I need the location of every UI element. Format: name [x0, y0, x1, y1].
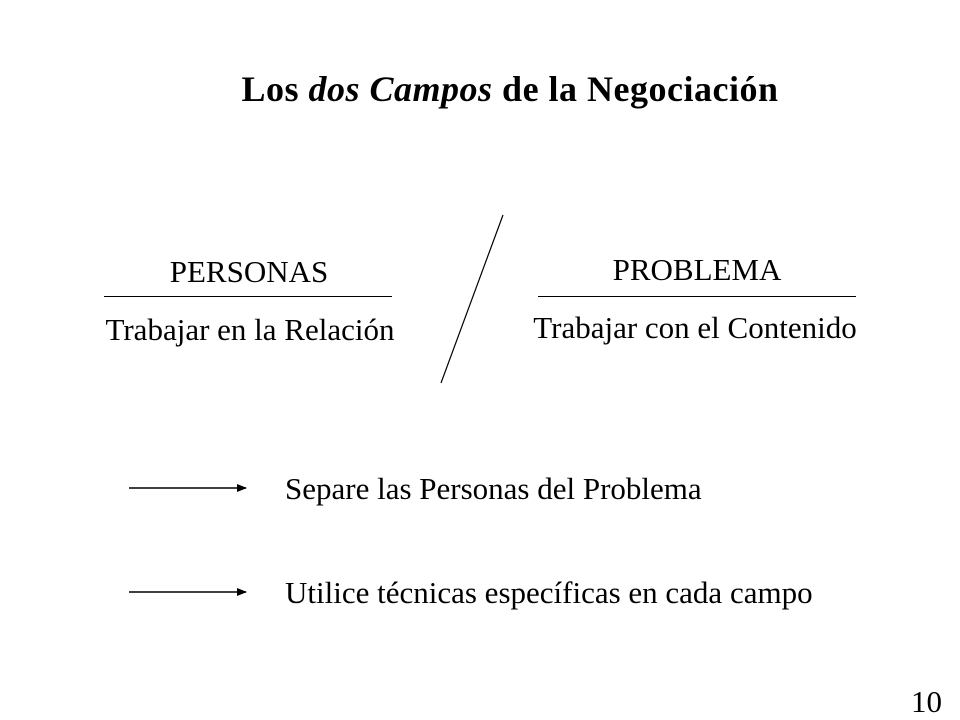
title-part-3: de la Negociación — [492, 69, 779, 109]
page-number: 10 — [911, 684, 942, 719]
point-use-techniques: Utilice técnicas específicas en cada campo — [285, 575, 813, 610]
personas-heading: PERSONAS — [169, 254, 329, 289]
title-part-2: dos Campos — [308, 69, 493, 109]
slide-title — [0, 68, 960, 110]
personas-divider — [104, 296, 392, 297]
point-separate-people: Separe las Personas del Problema — [285, 471, 702, 506]
diagonal-separator — [441, 215, 503, 383]
problema-divider — [538, 296, 856, 297]
title-part-1: Los — [241, 69, 309, 109]
problema-subtext: Trabajar con el Contenido — [533, 310, 857, 345]
problema-heading: PROBLEMA — [612, 252, 782, 287]
personas-subtext: Trabajar en la Relación — [105, 312, 395, 347]
